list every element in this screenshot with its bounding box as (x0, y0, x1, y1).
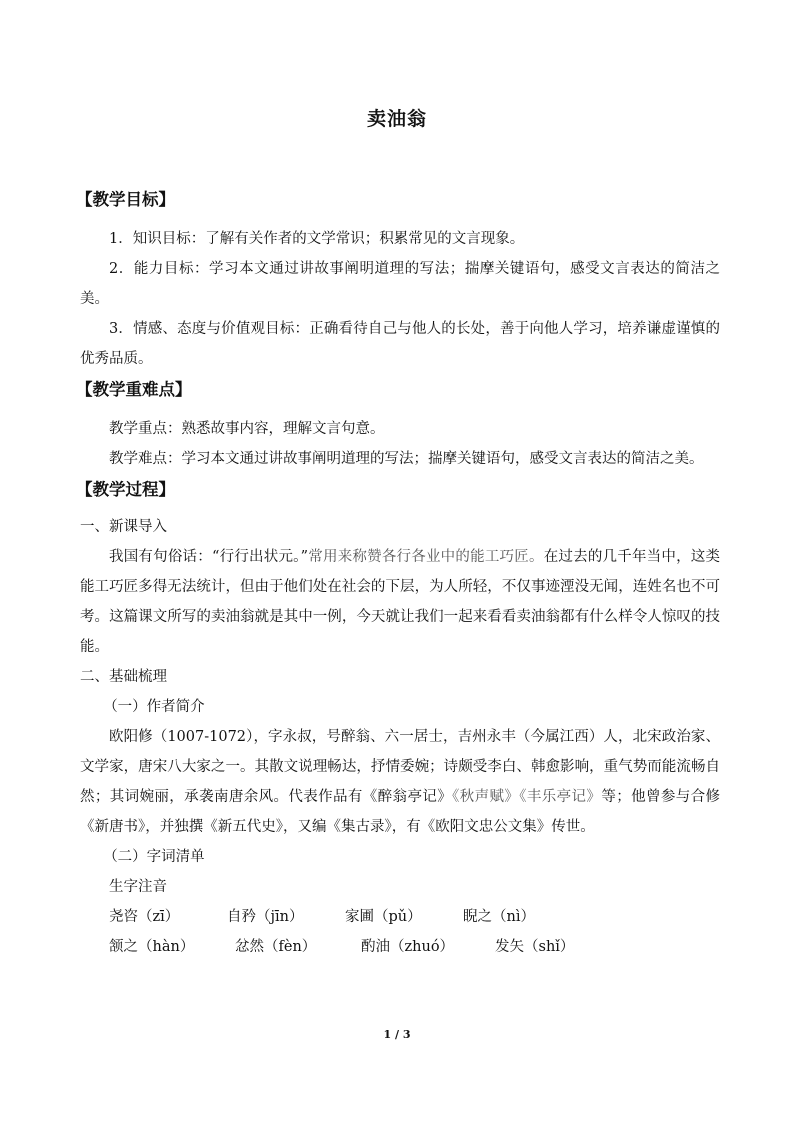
author-intro-title: （一）作者简介 (103, 699, 205, 715)
pron-item: 尧咨（zī） (109, 909, 180, 925)
pronunciation-row-2 (80, 932, 720, 962)
heading-objectives: 【教学目标】 (76, 190, 175, 209)
intro-praise: 常用来称赞各行各业中的能工巧匠。 (308, 549, 544, 565)
objective-item-2: 2．能力目标：学习本文通过讲故事阐明道理的写法；揣摩关键语句，感受文言表达的简洁之美。 (80, 261, 720, 307)
pronunciation-title: 生字注音 (109, 879, 167, 895)
page-number: 1 / 3 (383, 1028, 411, 1041)
author-text-a: 欧阳修（1007-1072），字永叔，号醉翁、六一居士，吉州永丰（今属江西）人，北宋政治家、文学家，唐宋八大家之一。其散文说理畅达，抒情委婉；诗颇受李白、韩愈影响，重气势而能流畅自然；其词婉丽，承袭南唐余风。代表作品有《醉翁亭记》 (80, 729, 720, 805)
document-body (76, 184, 721, 962)
pron-item: 忿然（fèn） (235, 939, 317, 955)
heading-key-points: 【教学重难点】 (76, 380, 192, 399)
section-intro-title: 一、新课导入 (80, 519, 167, 535)
key-point-difficulty: 教学难点：学习本文通过讲故事阐明道理的写法；揣摩关键语句，感受文言表达的简洁之美。 (109, 451, 704, 467)
pronunciation-row-1 (80, 902, 720, 932)
pron-item: 颔之（hàn） (109, 939, 195, 955)
section-basics-title: 二、基础梳理 (80, 669, 167, 685)
pron-item: 酌油（zhuó） (361, 939, 455, 955)
pron-item: 自矜（jīn） (227, 909, 304, 925)
key-point-focus: 教学重点：熟悉故事内容，理解文言句意。 (109, 421, 385, 437)
document-title: 卖油翁 (366, 108, 427, 130)
intro-quote: 我国有句俗话：“行行出状元。” (109, 549, 309, 565)
heading-process: 【教学过程】 (76, 480, 175, 499)
pron-item: 家圃（pǔ） (345, 909, 422, 925)
author-text-c: 等；他曾参与合修《新唐书》，并独撰《新五代史》，又编《集古录》，有《欧阳文忠公文集》传世。 (80, 789, 721, 835)
vocab-title: （二）字词清单 (103, 849, 205, 865)
objective-item-1: 1．知识目标：了解有关作者的文学常识；积累常见的文言现象。 (109, 231, 525, 247)
author-paragraph (80, 722, 720, 842)
intro-paragraph (80, 542, 720, 662)
intro-rest: 在过去的几千年当中，这类能工巧匠多得无法统计，但由于他们处在社会的下层，为人所轻，不仅事迹湮没无闻，连姓名也不可考。这篇课文所写的卖油翁就是其中一例，今天就让我们一起来看看卖油翁都有什么样令人惊叹的技能。 (80, 549, 721, 655)
pron-item: 睨之（nì） (463, 909, 535, 925)
pron-item: 发矢（shǐ） (495, 939, 575, 955)
objective-item-3: 3．情感、态度与价值观目标：正确看待自己与他人的长处，善于向他人学习，培养谦虚谨慎的优秀品质。 (80, 321, 720, 367)
author-works: 《秋声赋》《丰乐亭记》 (452, 789, 602, 805)
